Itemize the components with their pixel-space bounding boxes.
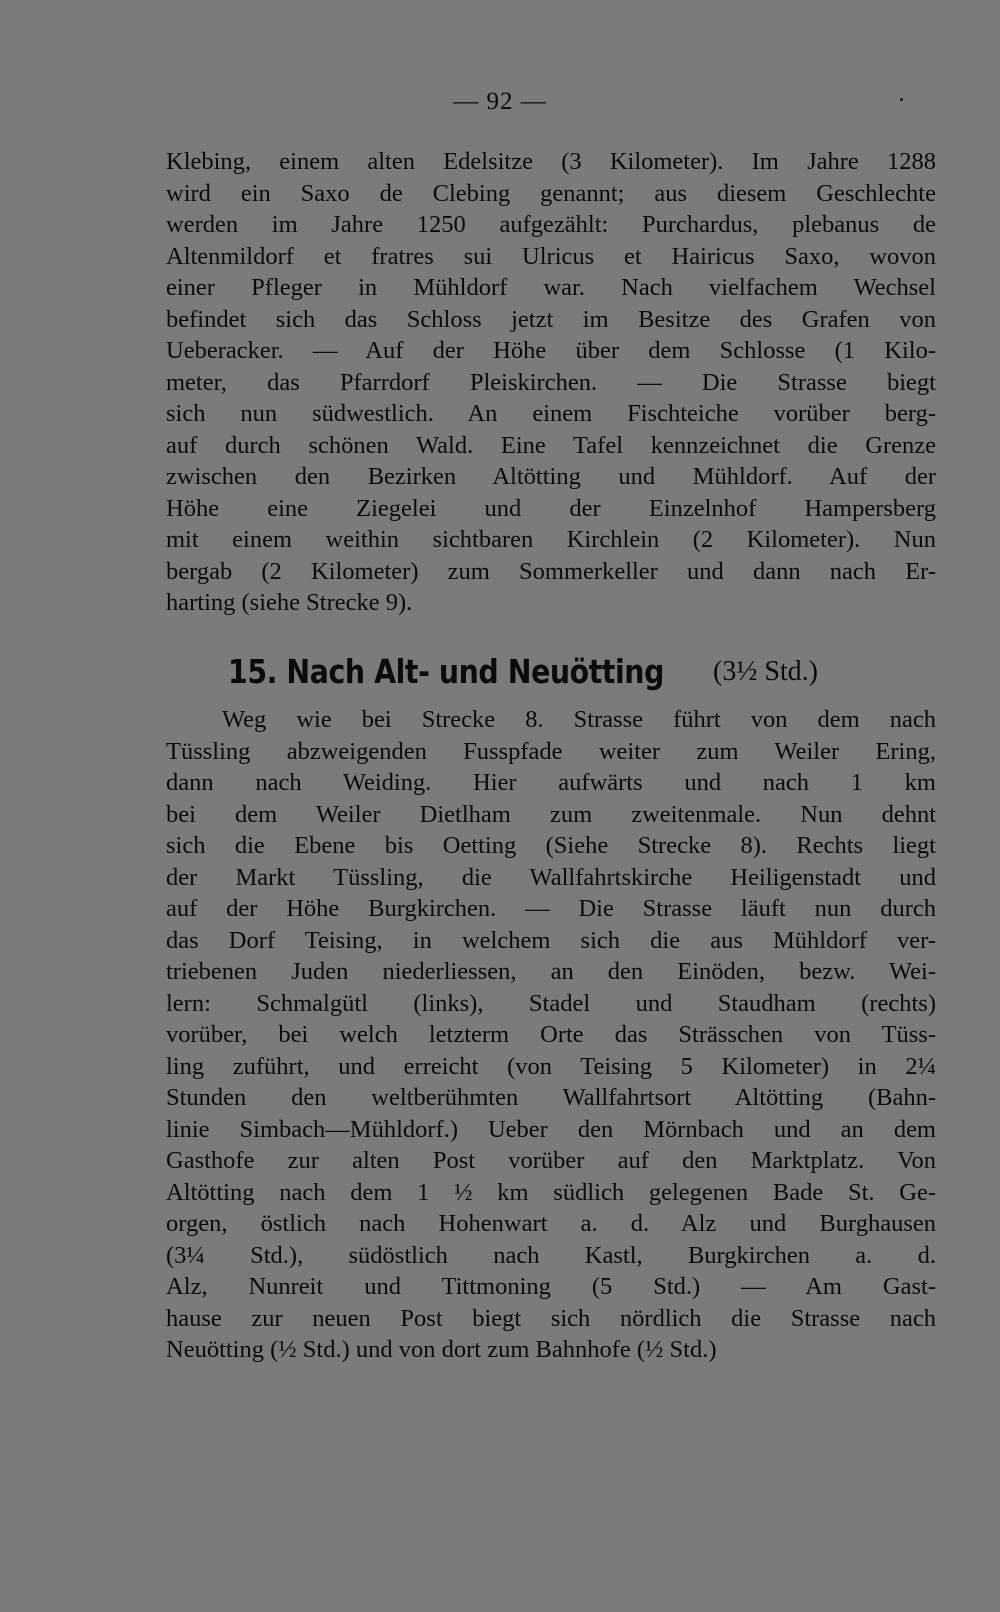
text-line: bei dem Weiler Dietlham zum zweitenmale. Nun dehnt [166,800,936,828]
text-line: Stunden den weltberühmten Wallfahrtsort Altötting (Bahn- [166,1084,936,1111]
paragraph-continuation [166,146,936,619]
section-heading [228,650,818,694]
text-line: Altötting nach dem 1 ½ km südlich gelegenen Bade St. Ge- [166,1178,936,1206]
text-line: ling zuführt, und erreicht (von Teising 5 Kilometer) in 2¼ [166,1052,936,1080]
text-line: bergab (2 Kilometer) zum Sommerkeller und dann nach Er- [166,557,936,585]
text-line: Weg wie bei Strecke 8. Strasse führt von dem nach [222,706,936,733]
text-line: Tüssling abzweigenden Fusspfade weiter zum Weiler Ering, [166,737,936,765]
text-line: befindet sich das Schloss jetzt im Besitze des Grafen von [166,305,936,333]
text-line: Ueberacker. — Auf der Höhe über dem Schlosse (1 Kilo- [166,337,936,364]
text-line: Alz, Nunreit und Tittmoning (5 Std.) — Am Gast- [166,1273,936,1300]
text-line: wird ein Saxo de Clebing genannt; aus diesem Geschlechte [166,179,936,207]
text-line: Höhe eine Ziegelei und der Einzelnhof Hampersberg [166,494,936,522]
text-line: werden im Jahre 1250 aufgezählt: Purchardus, plebanus de [166,211,936,238]
text-line: sich nun südwestlich. An einem Fischteiche vorüber berg- [166,400,936,427]
text-line: hause zur neuen Post biegt sich nördlich die Strasse nach [166,1304,936,1332]
text-line: mit einem weithin sichtbaren Kirchlein (2 Kilometer). Nun [166,526,936,553]
text-line: (3¼ Std.), südöstlich nach Kastl, Burgkirchen a. d. [166,1241,936,1269]
text-line: Gasthofe zur alten Post vorüber auf den Marktplatz. Von [166,1147,936,1174]
text-line: Klebing, einem alten Edelsitze (3 Kilometer). Im Jahre 1288 [166,148,936,175]
text-line: zwischen den Bezirken Altötting und Mühldorf. Auf der [166,463,936,490]
text-line: meter, das Pfarrdorf Pleiskirchen. — Die Strasse biegt [166,368,936,396]
text-line: triebenen Juden niederliessen, an den Einöden, bezw. Wei- [166,958,936,985]
text-line: einer Pfleger in Mühldorf war. Nach vielfachem Wechsel [166,274,936,301]
text-line: auf durch schönen Wald. Eine Tafel kennzeichnet die Grenze [166,431,936,459]
text-line: das Dorf Teising, in welchem sich die aus Mühldorf ver- [166,926,936,954]
page-number: — 92 — [453,88,547,115]
text-line: Altenmildorf et fratres sui Ulricus et Hairicus Saxo, wovon [166,242,936,270]
paragraph-route-15 [166,704,936,1366]
text-line: der Markt Tüssling, die Wallfahrtskirche Heiligenstadt und [166,863,936,891]
text-line: sich die Ebene bis Oetting (Siehe Strecke 8). Rechts liegt [166,832,936,859]
text-line: orgen, östlich nach Hohenwart a. d. Alz und Burghausen [166,1210,936,1237]
section-duration: (3½ Std.) [713,656,818,687]
print-speck [900,98,903,101]
text-line: linie Simbach—Mühldorf.) Ueber den Mörnbach und an dem [166,1115,936,1143]
text-line: vorüber, bei welch letzterm Orte das Strässchen von Tüss- [166,1021,936,1048]
text-line: dann nach Weiding. Hier aufwärts und nach 1 km [166,769,936,796]
section-title: 15. Nach Alt- und Neuötting [228,652,664,691]
text-line: lern: Schmalgütl (links), Stadel und Staudham (rechts) [166,989,936,1017]
text-line: Neuötting (½ Std.) und von dort zum Bahnhofe (½ Std.) [166,1336,717,1363]
text-line: auf der Höhe Burgkirchen. — Die Strasse läuft nun durch [166,895,936,922]
text-line: harting (siehe Strecke 9). [166,589,413,616]
